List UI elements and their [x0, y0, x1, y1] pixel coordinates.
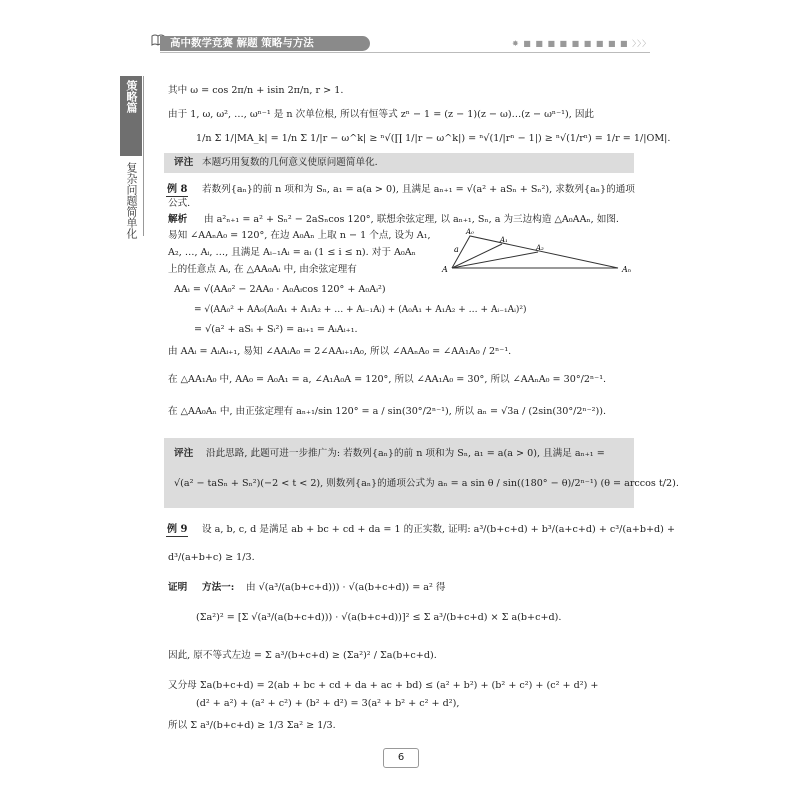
note-label: 评注 — [174, 448, 194, 459]
solution-line: 易知 ∠AAₙA₀ = 120°, 在边 A₀Aₙ 上取 n − 1 个点, 设为 A₁, — [168, 230, 431, 241]
section-subtitle: 复杂问题简单化 — [125, 162, 138, 239]
figure-label-A: A — [442, 265, 448, 274]
problem-text: 公式. — [168, 198, 191, 209]
problem-text: 若数列{aₙ}的前 n 项和为 Sₙ, a₁ = a(a > 0), 且满足 aₙ₊₁ = √(a² + aSₙ + Sₙ²), 求数列{aₙ}的通项 — [202, 184, 635, 195]
proof-line: 由 √(a³/(a(b+c+d))) · √(a(b+c+d)) = a² 得 — [246, 582, 446, 593]
formula-line: = √(a² + aSᵢ + Sᵢ²) = aᵢ₊₁ = AᵢAᵢ₊₁. — [194, 324, 358, 335]
header-decoration: ✸ ■ ■ ■ ■ ■ ■ ■ ■ ■ 〉〉〉 — [512, 39, 652, 48]
note-label: 评注 — [174, 157, 194, 168]
triangle-figure — [440, 228, 640, 278]
figure-label-A2: A₂ — [536, 244, 544, 252]
formula-line: AAᵢ = √(AA₀² − 2AA₀ · A₀Aᵢcos 120° + A₀Aᵢ²) — [174, 284, 386, 295]
text-line: 其中 ω = cos 2π/n + isin 2π/n, r > 1. — [168, 85, 344, 96]
solution-line: 由 AAᵢ = AᵢAᵢ₊₁, 易知 ∠AAᵢA₀ = 2∠AAᵢ₊₁A₀, 所以 ∠AAₙA₀ = ∠AA₁A₀ / 2ⁿ⁻¹. — [168, 346, 512, 357]
sidebar-rule — [143, 76, 144, 236]
text-line: 由于 1, ω, ω², …, ωⁿ⁻¹ 是 n 次单位根, 所以有恒等式 zⁿ − 1 = (z − 1)(z − ω)…(z − ωⁿ⁻¹), 因此 — [168, 109, 595, 120]
solution-line: 上的任意点 Aᵢ, 在 △AA₀Aᵢ 中, 由余弦定理有 — [168, 264, 357, 275]
proof-line: (d² + a²) + (a² + c²) + (b² + d²) = 3(a² + b² + c² + d²), — [196, 698, 460, 709]
solution-label: 解析 — [168, 214, 188, 225]
problem-text: 设 a, b, c, d 是满足 ab + bc + cd + da = 1 的正实数, 证明: a³/(b+c+d) + b³/(a+c+d) + c³/(a+b+d) + — [202, 524, 676, 535]
figure-label-A1: A₁ — [500, 236, 508, 244]
figure-label-A0: A₀ — [466, 228, 474, 236]
problem-text: d³/(a+b+c) ≥ 1/3. — [168, 552, 255, 563]
solution-line: 在 △AA₁A₀ 中, AA₀ = A₀A₁ = a, ∠A₁A₀A = 120°, 所以 ∠AA₁A₀ = 30°, 所以 ∠AAₙA₀ = 30°/2ⁿ⁻¹. — [168, 374, 607, 385]
figure-label-a: a — [454, 245, 459, 254]
proof-line: 因此, 原不等式左边 = Σ a³/(b+c+d) ≥ (Σa²)² / Σa(b+c+d). — [168, 650, 437, 661]
example-badge: 例 9 — [167, 524, 188, 535]
formula-line: 1/n Σ 1/|MA_k| = 1/n Σ 1/|r − ω^k| ≥ ⁿ√(∏ 1/|r − ω^k|) = ⁿ√(1/|rⁿ − 1|) ≥ ⁿ√(1/rⁿ) = 1/r = 1/|OM|. — [196, 133, 671, 144]
page-number: 6 — [383, 748, 419, 768]
solution-line: 由 a²ₙ₊₁ = a² + Sₙ² − 2aSₙcos 120°, 联想余弦定理, 以 aₙ₊₁, Sₙ, a 为三边构造 △A₀AAₙ, 如图. — [204, 214, 619, 225]
book-title: 高中数学竞赛 解题 策略与方法 — [170, 37, 314, 49]
solution-line: 在 △AA₀Aₙ 中, 由正弦定理有 aₙ₊₁/sin 120° = a / sin(30°/2ⁿ⁻¹), 所以 aₙ = √3a / (2sin(30°/2ⁿ⁻²)). — [168, 406, 607, 417]
proof-line: 又分母 Σa(b+c+d) = 2(ab + bc + cd + da + ac + bd) ≤ (a² + b²) + (b² + c²) + (c² + d²) + — [168, 680, 599, 691]
formula-line: = √(AA₀² + AA₀(A₀A₁ + A₁A₂ + … + Aᵢ₋₁Aᵢ) + (A₀A₁ + A₁A₂ + … + Aᵢ₋₁Aᵢ)²) — [194, 305, 527, 315]
proof-line: 所以 Σ a³/(b+c+d) ≥ 1/3 Σa² ≥ 1/3. — [168, 720, 336, 731]
solution-line: A₂, …, Aᵢ, …, 且满足 Aᵢ₋₁Aᵢ = aᵢ (1 ≤ i ≤ n). 对于 A₀Aₙ — [168, 247, 416, 258]
note-text: √(a² − taSₙ + Sₙ²)(−2 < t < 2), 则数列{aₙ}的通项公式为 aₙ = a sin θ / sin((180° − θ)/2ⁿ⁻¹) (θ = arccos t/2). — [174, 478, 679, 489]
section-title: 策略篇 — [125, 80, 138, 113]
note-text: 本题巧用复数的几何意义使原问题简单化. — [202, 157, 378, 168]
header-rule — [160, 52, 650, 53]
proof-label: 证明 — [168, 582, 188, 593]
proof-method: 方法一: — [202, 582, 235, 593]
note-text: 沿此思路, 此题可进一步推广为: 若数列{aₙ}的前 n 项和为 Sₙ, a₁ = a(a > 0), 且满足 aₙ₊₁ = — [206, 448, 605, 459]
figure-label-An: Aₙ — [622, 265, 632, 274]
formula-line: (Σa²)² = [Σ √(a³/(a(b+c+d))) · √(a(b+c+d))]² ≤ Σ a³/(b+c+d) × Σ a(b+c+d). — [196, 612, 562, 623]
example-badge: 例 8 — [167, 184, 188, 195]
